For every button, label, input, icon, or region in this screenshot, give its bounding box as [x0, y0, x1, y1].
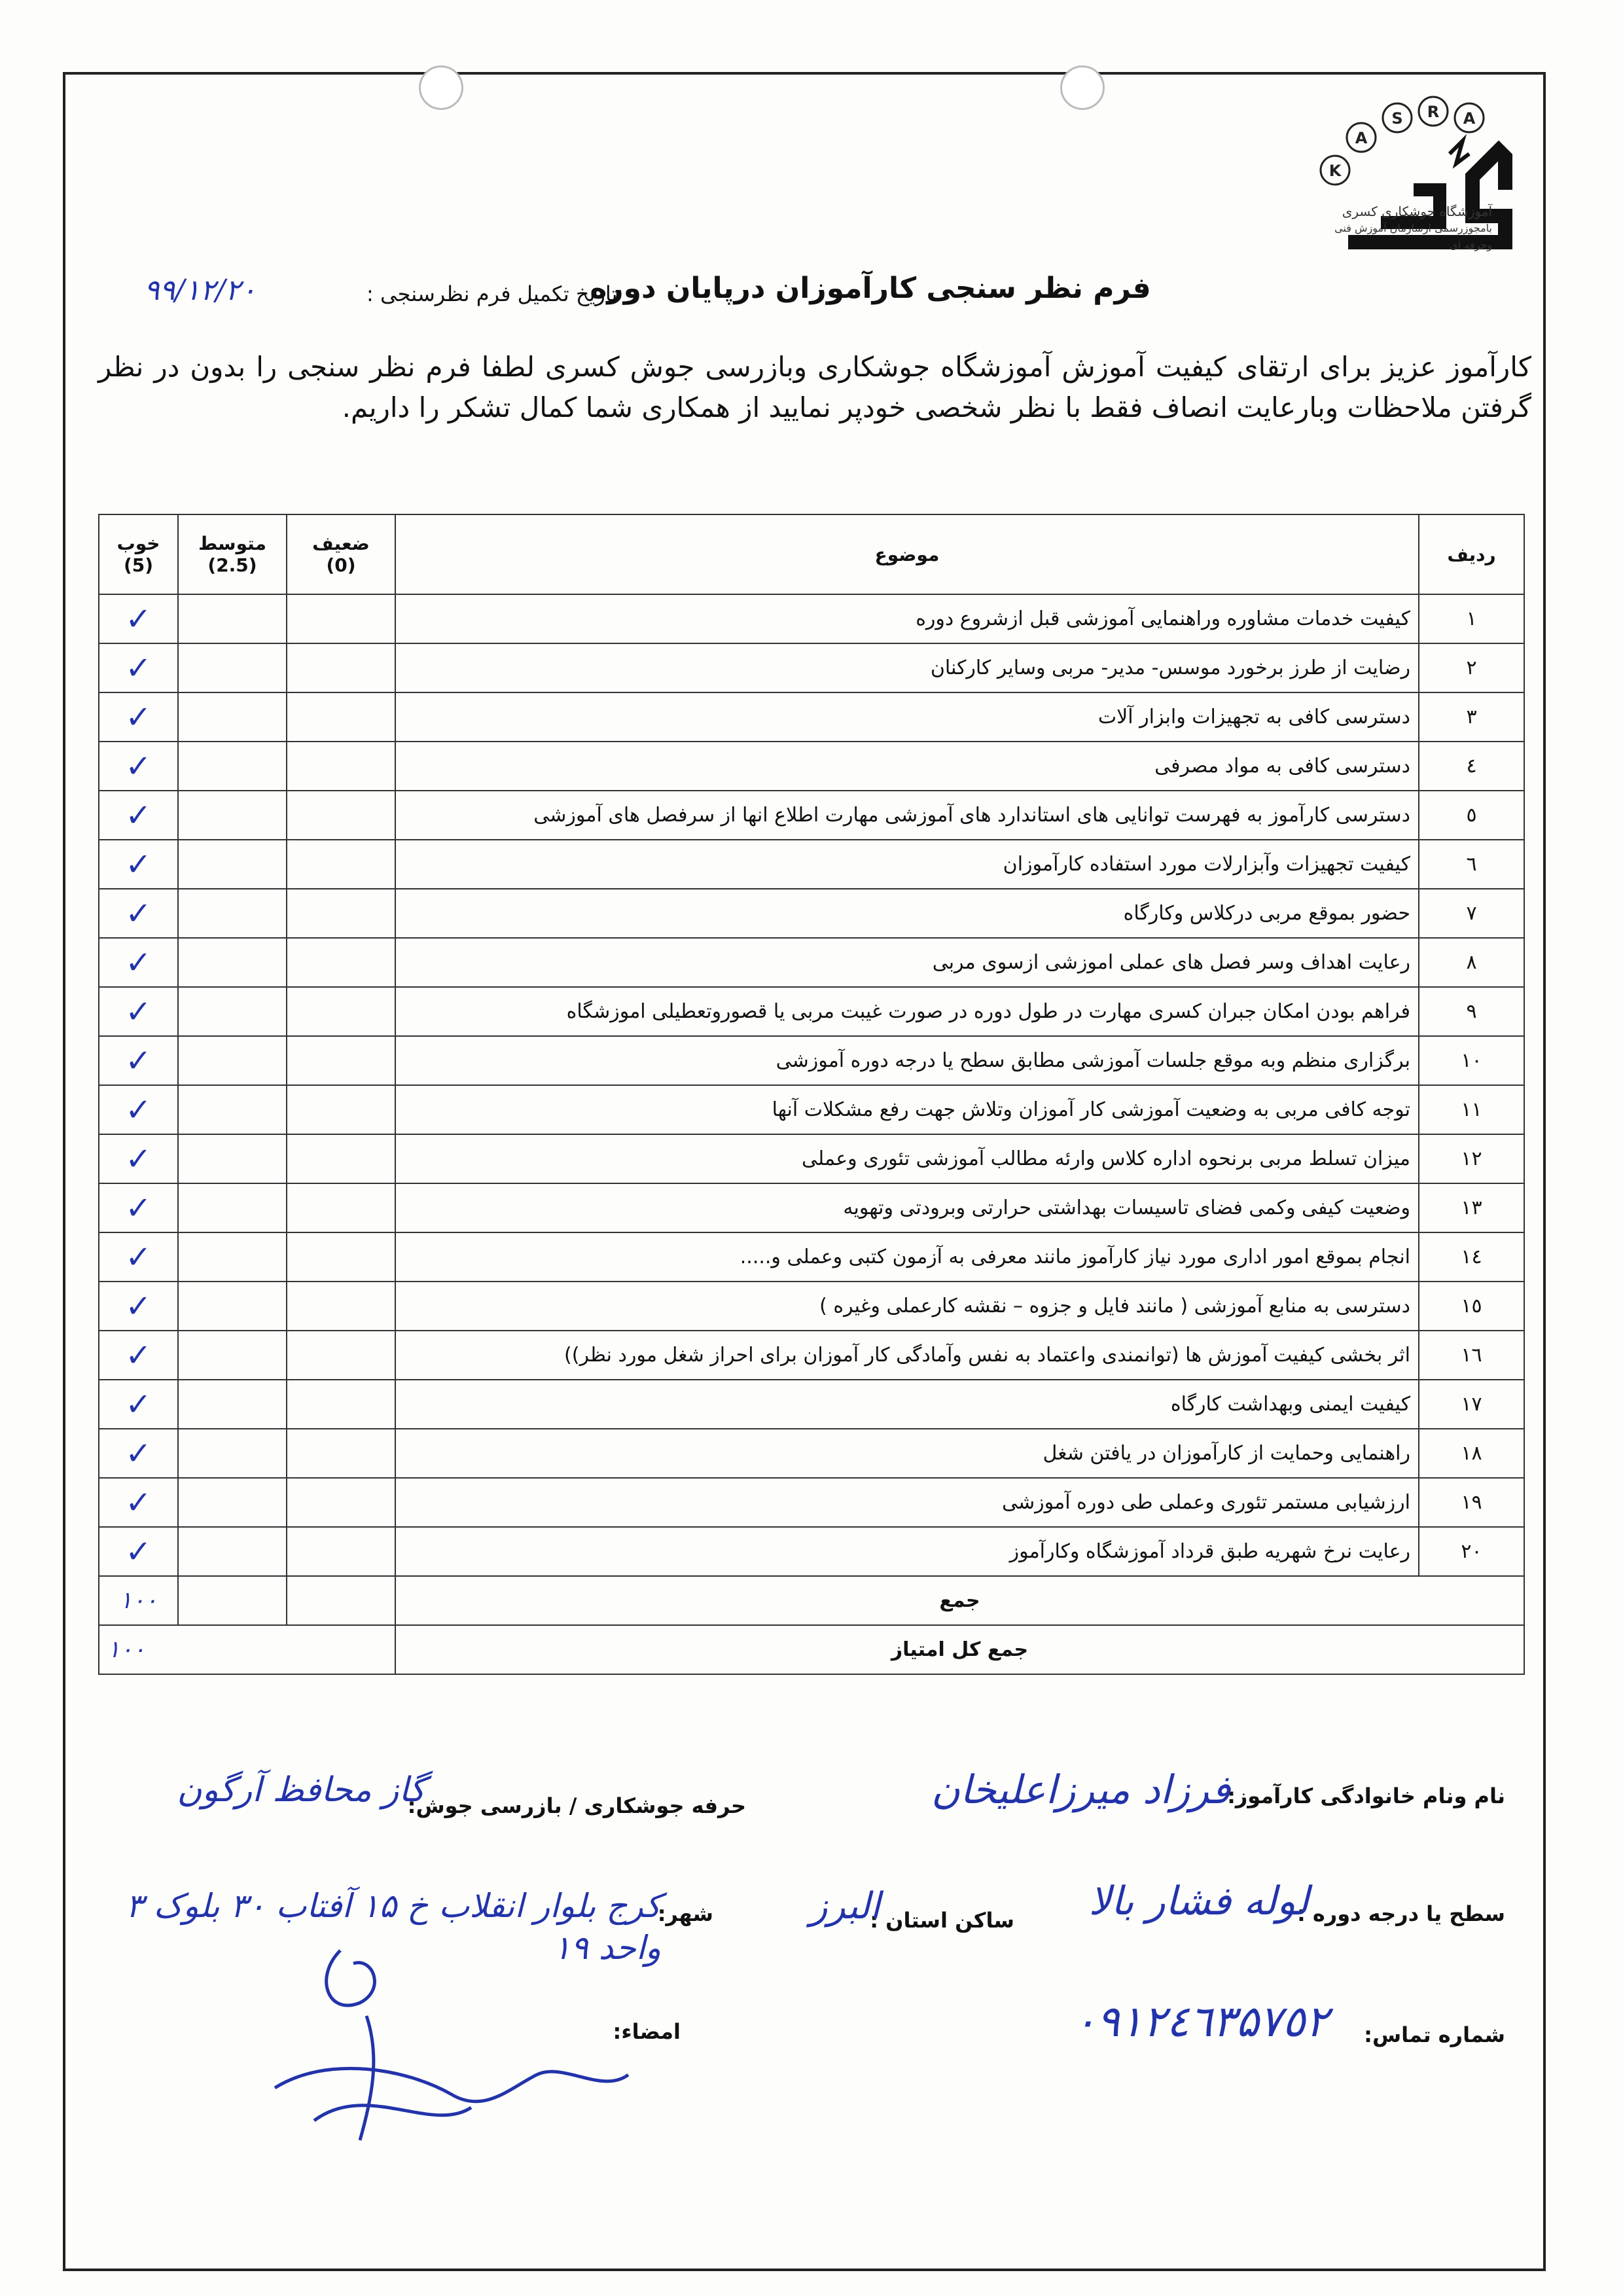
check-mark-icon: ✓: [125, 1238, 152, 1276]
check-mark-icon: ✓: [125, 747, 152, 785]
check-mark-icon: ✓: [125, 846, 152, 883]
good-cell[interactable]: [99, 1134, 178, 1183]
weak-cell[interactable]: [287, 1282, 395, 1331]
table-row: [99, 1331, 1524, 1380]
logo-name: آموزشگاه جوشکاری کسری: [1342, 204, 1492, 219]
mid-cell[interactable]: [178, 938, 287, 987]
weak-cell[interactable]: [287, 1429, 395, 1478]
header-row-number: ردیف: [1419, 514, 1524, 594]
sum-value[interactable]: [99, 1576, 178, 1625]
row-number: ۱۲: [1419, 1134, 1524, 1183]
mid-cell[interactable]: [178, 1380, 287, 1429]
mid-cell[interactable]: [178, 692, 287, 742]
check-mark-icon: ✓: [125, 1140, 152, 1177]
good-cell[interactable]: [99, 791, 178, 840]
level-value[interactable]: لوله فشار بالا: [1088, 1878, 1309, 1924]
mid-cell[interactable]: [178, 889, 287, 938]
mid-cell[interactable]: [178, 1134, 287, 1183]
row-topic: کیفیت ایمنی وبهداشت کارگاه: [395, 1380, 1419, 1429]
good-cell[interactable]: [99, 1478, 178, 1527]
row-topic: اثر بخشی کیفیت آموزش ها (توانمندی واعتماد به نفس وآمادگی کار آموزان برای احراز شغل مورد نظر)): [395, 1331, 1419, 1380]
total-value[interactable]: [99, 1625, 395, 1674]
row-topic: دسترسی کافی به مواد مصرفی: [395, 742, 1419, 791]
good-cell[interactable]: [99, 938, 178, 987]
row-number: ٥: [1419, 791, 1524, 840]
total-value-text: ۱۰۰: [107, 1636, 146, 1663]
check-mark-icon: ✓: [125, 1386, 152, 1423]
table-row: [99, 692, 1524, 742]
city-value[interactable]: کرج بلوار انقلاب خ ۱۵ آفتاب ۳۰ بلوک ۳ واحد ۱۹: [126, 1887, 661, 1967]
good-cell[interactable]: [99, 1380, 178, 1429]
row-topic: کیفیت خدمات مشاوره وراهنمایی آموزشی قبل ازشروع دوره: [395, 594, 1419, 643]
signature-label: امضاء:: [613, 2019, 681, 2044]
weak-cell[interactable]: [287, 1380, 395, 1429]
mid-cell[interactable]: [178, 643, 287, 692]
mid-cell[interactable]: [178, 1331, 287, 1380]
row-number: ۱٦: [1419, 1331, 1524, 1380]
table-row: [99, 987, 1524, 1036]
weak-cell[interactable]: [287, 1134, 395, 1183]
check-mark-icon: ✓: [125, 944, 152, 981]
row-topic: انجام بموقع امور اداری مورد نیاز کارآموز مانند معرفی به آزمون کتبی وعملی و.....: [395, 1232, 1419, 1282]
weak-cell[interactable]: [287, 889, 395, 938]
table-row: [99, 840, 1524, 889]
good-cell[interactable]: [99, 889, 178, 938]
table-row: [99, 1282, 1524, 1331]
weak-cell[interactable]: [287, 987, 395, 1036]
row-topic: حضور بموقع مربی درکلاس وکارگاه: [395, 889, 1419, 938]
row-topic: کیفیت تجهیزات وآبزارلات مورد استفاده کارآموزان: [395, 840, 1419, 889]
table-row: [99, 1085, 1524, 1134]
phone-value[interactable]: ۰۹۱۲٤٦۳۵۷٥۲: [1073, 1996, 1329, 2047]
good-cell[interactable]: [99, 1232, 178, 1282]
row-topic: رضایت از طرز برخورد موسس- مدیر- مربی وسایر کارکنان: [395, 643, 1419, 692]
check-mark-icon: ✓: [125, 1042, 152, 1079]
header-mid-label: متوسط: [198, 533, 266, 554]
table-row: [99, 594, 1524, 643]
check-mark-icon: ✓: [125, 1189, 152, 1227]
header-weak-label: ضعیف: [312, 533, 370, 554]
mid-cell[interactable]: [178, 1232, 287, 1282]
table-row: [99, 643, 1524, 692]
mid-cell[interactable]: [178, 1036, 287, 1085]
good-cell[interactable]: [99, 1527, 178, 1576]
sum-weak-cell: [287, 1576, 395, 1625]
date-label: تاریخ تکمیل فرم نظرسنجی :: [366, 281, 618, 306]
logo-subtitle: بامجوزرسمی ازسازمان آموزش فنی وحرفه ای: [1334, 222, 1492, 251]
row-number: ۱۳: [1419, 1183, 1524, 1232]
phone-label: شماره تماس:: [1364, 2022, 1505, 2047]
mid-cell[interactable]: [178, 1527, 287, 1576]
trade-label: حرفه جوشکاری / بازرسی جوش:: [407, 1793, 746, 1818]
weak-cell[interactable]: [287, 1331, 395, 1380]
good-cell[interactable]: [99, 1282, 178, 1331]
good-cell[interactable]: [99, 643, 178, 692]
name-label: نام ونام خانوادگی کارآموز:: [1227, 1784, 1505, 1808]
check-mark-icon: ✓: [125, 649, 152, 687]
logo-caption: [1322, 203, 1492, 254]
row-number: ۱٥: [1419, 1282, 1524, 1331]
check-mark-icon: ✓: [125, 797, 152, 834]
row-number: ٤: [1419, 742, 1524, 791]
header-good-score: (5): [123, 554, 154, 576]
header-topic: موضوع: [395, 514, 1419, 594]
sum-label: جمع: [395, 1576, 1524, 1625]
good-cell[interactable]: [99, 692, 178, 742]
header-good-label: خوب: [116, 533, 160, 554]
row-topic: رعایت اهداف وسر فصل های عملی اموزشی ازسوی مربی: [395, 938, 1419, 987]
mid-cell[interactable]: [178, 1478, 287, 1527]
row-number: ۱٨: [1419, 1429, 1524, 1478]
weak-cell[interactable]: [287, 742, 395, 791]
check-mark-icon: ✓: [125, 1533, 152, 1570]
row-number: ٨: [1419, 938, 1524, 987]
logo-letter: S: [1391, 109, 1403, 128]
good-cell[interactable]: [99, 594, 178, 643]
table-row: [99, 938, 1524, 987]
table-row: [99, 791, 1524, 840]
check-mark-icon: ✓: [125, 1336, 152, 1374]
total-label: جمع کل امتیاز: [395, 1625, 1524, 1674]
weak-cell[interactable]: [287, 1036, 395, 1085]
row-number: ٦: [1419, 840, 1524, 889]
check-mark-icon: ✓: [125, 698, 152, 736]
row-topic: فراهم بودن امکان جبران کسری مهارت در طول دوره در صورت غیبت مربی یا قصوروتعطیلی اموزشگاه: [395, 987, 1419, 1036]
mid-cell[interactable]: [178, 1282, 287, 1331]
row-topic: راهنمایی وحمایت از کارآموزان در یافتن شغل: [395, 1429, 1419, 1478]
check-mark-icon: ✓: [125, 600, 152, 637]
row-number: ۱۱: [1419, 1085, 1524, 1134]
weak-cell[interactable]: [287, 692, 395, 742]
row-topic: رعایت نرخ شهریه طبق قرداد آموزشگاه وکارآموز: [395, 1527, 1419, 1576]
weak-cell[interactable]: [287, 1183, 395, 1232]
logo-letter: A: [1355, 129, 1368, 147]
mid-cell[interactable]: [178, 594, 287, 643]
table-row: [99, 1527, 1524, 1576]
date-value[interactable]: ۹۹/۱۲/۲۰: [144, 274, 257, 307]
intro-paragraph: کارآموز عزیز برای ارتقای کیفیت آموزش آموزشگاه جوشکاری وبازرسی جوش کسری لطفا فرم نظر سنجی را بدون در نظر گرفتن ملاحظات وبارعایت انصاف فقط با نظر شخصی خودپر نمایید از همکاری شما کمال تشکر را داریم.: [98, 351, 1531, 423]
trade-value[interactable]: گاز محافظ آرگون: [177, 1770, 425, 1810]
table-row: [99, 742, 1524, 791]
table-row: [99, 1429, 1524, 1478]
row-topic: ارزشیابی مستمر تئوری وعملی طی دوره آموزشی: [395, 1478, 1419, 1527]
table-row: [99, 1380, 1524, 1429]
row-topic: میزان تسلط مربی برنحوه اداره کلاس وارئه مطالب آموزشی تئوری وعملی: [395, 1134, 1419, 1183]
row-number: ۱۰: [1419, 1036, 1524, 1085]
good-cell[interactable]: [99, 1036, 178, 1085]
good-cell[interactable]: [99, 1183, 178, 1232]
mid-cell[interactable]: [178, 840, 287, 889]
header-weak: [287, 514, 395, 594]
check-mark-icon: ✓: [125, 895, 152, 932]
weak-cell[interactable]: [287, 1085, 395, 1134]
table-row: [99, 1134, 1524, 1183]
form-title: فرم نظر سنجی کارآموزان درپایان دوره: [590, 272, 1151, 305]
weak-cell[interactable]: [287, 791, 395, 840]
province-value[interactable]: البرز: [810, 1885, 880, 1928]
good-cell[interactable]: [99, 1331, 178, 1380]
sum-mid-cell: [178, 1576, 287, 1625]
row-topic: دسترسی کارآموز به فهرست توانایی های استاندارد های آموزشی مهارت اطلاع انها از سرفصل های آموزشی: [395, 791, 1419, 840]
weak-cell[interactable]: [287, 1527, 395, 1576]
row-topic: وضعیت کیفی وکمی فضای تاسیسات بهداشتی حرارتی وبرودتی وتهویه: [395, 1183, 1419, 1232]
weak-cell[interactable]: [287, 938, 395, 987]
punch-hole: [1060, 65, 1105, 110]
row-number: ۱٧: [1419, 1380, 1524, 1429]
weak-cell[interactable]: [287, 594, 395, 643]
weak-cell[interactable]: [287, 840, 395, 889]
mid-cell[interactable]: [178, 1183, 287, 1232]
table-row: [99, 1232, 1524, 1282]
sum-value-text: ۱۰۰: [119, 1587, 158, 1614]
table-header-row: [99, 514, 1524, 594]
mid-cell[interactable]: [178, 791, 287, 840]
row-number: ٧: [1419, 889, 1524, 938]
signature-icon: [236, 1924, 641, 2173]
good-cell[interactable]: [99, 840, 178, 889]
mid-cell[interactable]: [178, 1429, 287, 1478]
header-mid: [178, 514, 287, 594]
row-number: ۱٤: [1419, 1232, 1524, 1282]
weak-cell[interactable]: [287, 1232, 395, 1282]
mid-cell[interactable]: [178, 987, 287, 1036]
header-weak-score: (0): [326, 554, 356, 576]
name-value[interactable]: فرزاد میرزاعلیخان: [931, 1767, 1230, 1813]
good-cell[interactable]: [99, 987, 178, 1036]
weak-cell[interactable]: [287, 643, 395, 692]
logo-letter: A: [1463, 109, 1476, 128]
logo-letter: K: [1329, 162, 1342, 180]
weak-cell[interactable]: [287, 1478, 395, 1527]
header-mid-score: (2.5): [207, 554, 257, 576]
row-number: ۳: [1419, 692, 1524, 742]
row-topic: توجه کافی مربی به وضعیت آموزشی کار آموزان وتلاش جهت رفع مشکلات آنها: [395, 1085, 1419, 1134]
check-mark-icon: ✓: [125, 993, 152, 1030]
mid-cell[interactable]: [178, 742, 287, 791]
good-cell[interactable]: [99, 1085, 178, 1134]
table-row: [99, 1036, 1524, 1085]
table-row: [99, 889, 1524, 938]
check-mark-icon: ✓: [125, 1287, 152, 1325]
row-number: ۱٩: [1419, 1478, 1524, 1527]
good-cell[interactable]: [99, 742, 178, 791]
row-topic: دسترسی کافی به تجهیزات وابزار آلات: [395, 692, 1419, 742]
row-topic: برگزاری منظم وبه موقع جلسات آموزشی مطابق سطح یا درجه دوره آموزشی: [395, 1036, 1419, 1085]
row-number: ۱: [1419, 594, 1524, 643]
province-label: ساکن استان :: [870, 1908, 1014, 1933]
check-mark-icon: ✓: [125, 1435, 152, 1472]
mid-cell[interactable]: [178, 1085, 287, 1134]
total-row: [99, 1625, 1524, 1674]
row-number: ۲۰: [1419, 1527, 1524, 1576]
level-label: سطح یا درجه دوره :: [1296, 1901, 1505, 1926]
city-label: شهر:: [657, 1901, 713, 1926]
check-mark-icon: ✓: [125, 1091, 152, 1128]
survey-table: [98, 514, 1525, 1675]
check-mark-icon: ✓: [125, 1484, 152, 1521]
table-row: [99, 1478, 1524, 1527]
row-topic: دسترسی به منابع آموزشی ( مانند فایل و جزوه – نقشه کارعملی وغیره ): [395, 1282, 1419, 1331]
logo-letter: R: [1427, 103, 1440, 121]
good-cell[interactable]: [99, 1429, 178, 1478]
row-number: ٩: [1419, 987, 1524, 1036]
punch-hole: [419, 65, 463, 110]
header-good: [99, 514, 178, 594]
table-row: [99, 1183, 1524, 1232]
row-number: ۲: [1419, 643, 1524, 692]
sum-row: [99, 1576, 1524, 1625]
